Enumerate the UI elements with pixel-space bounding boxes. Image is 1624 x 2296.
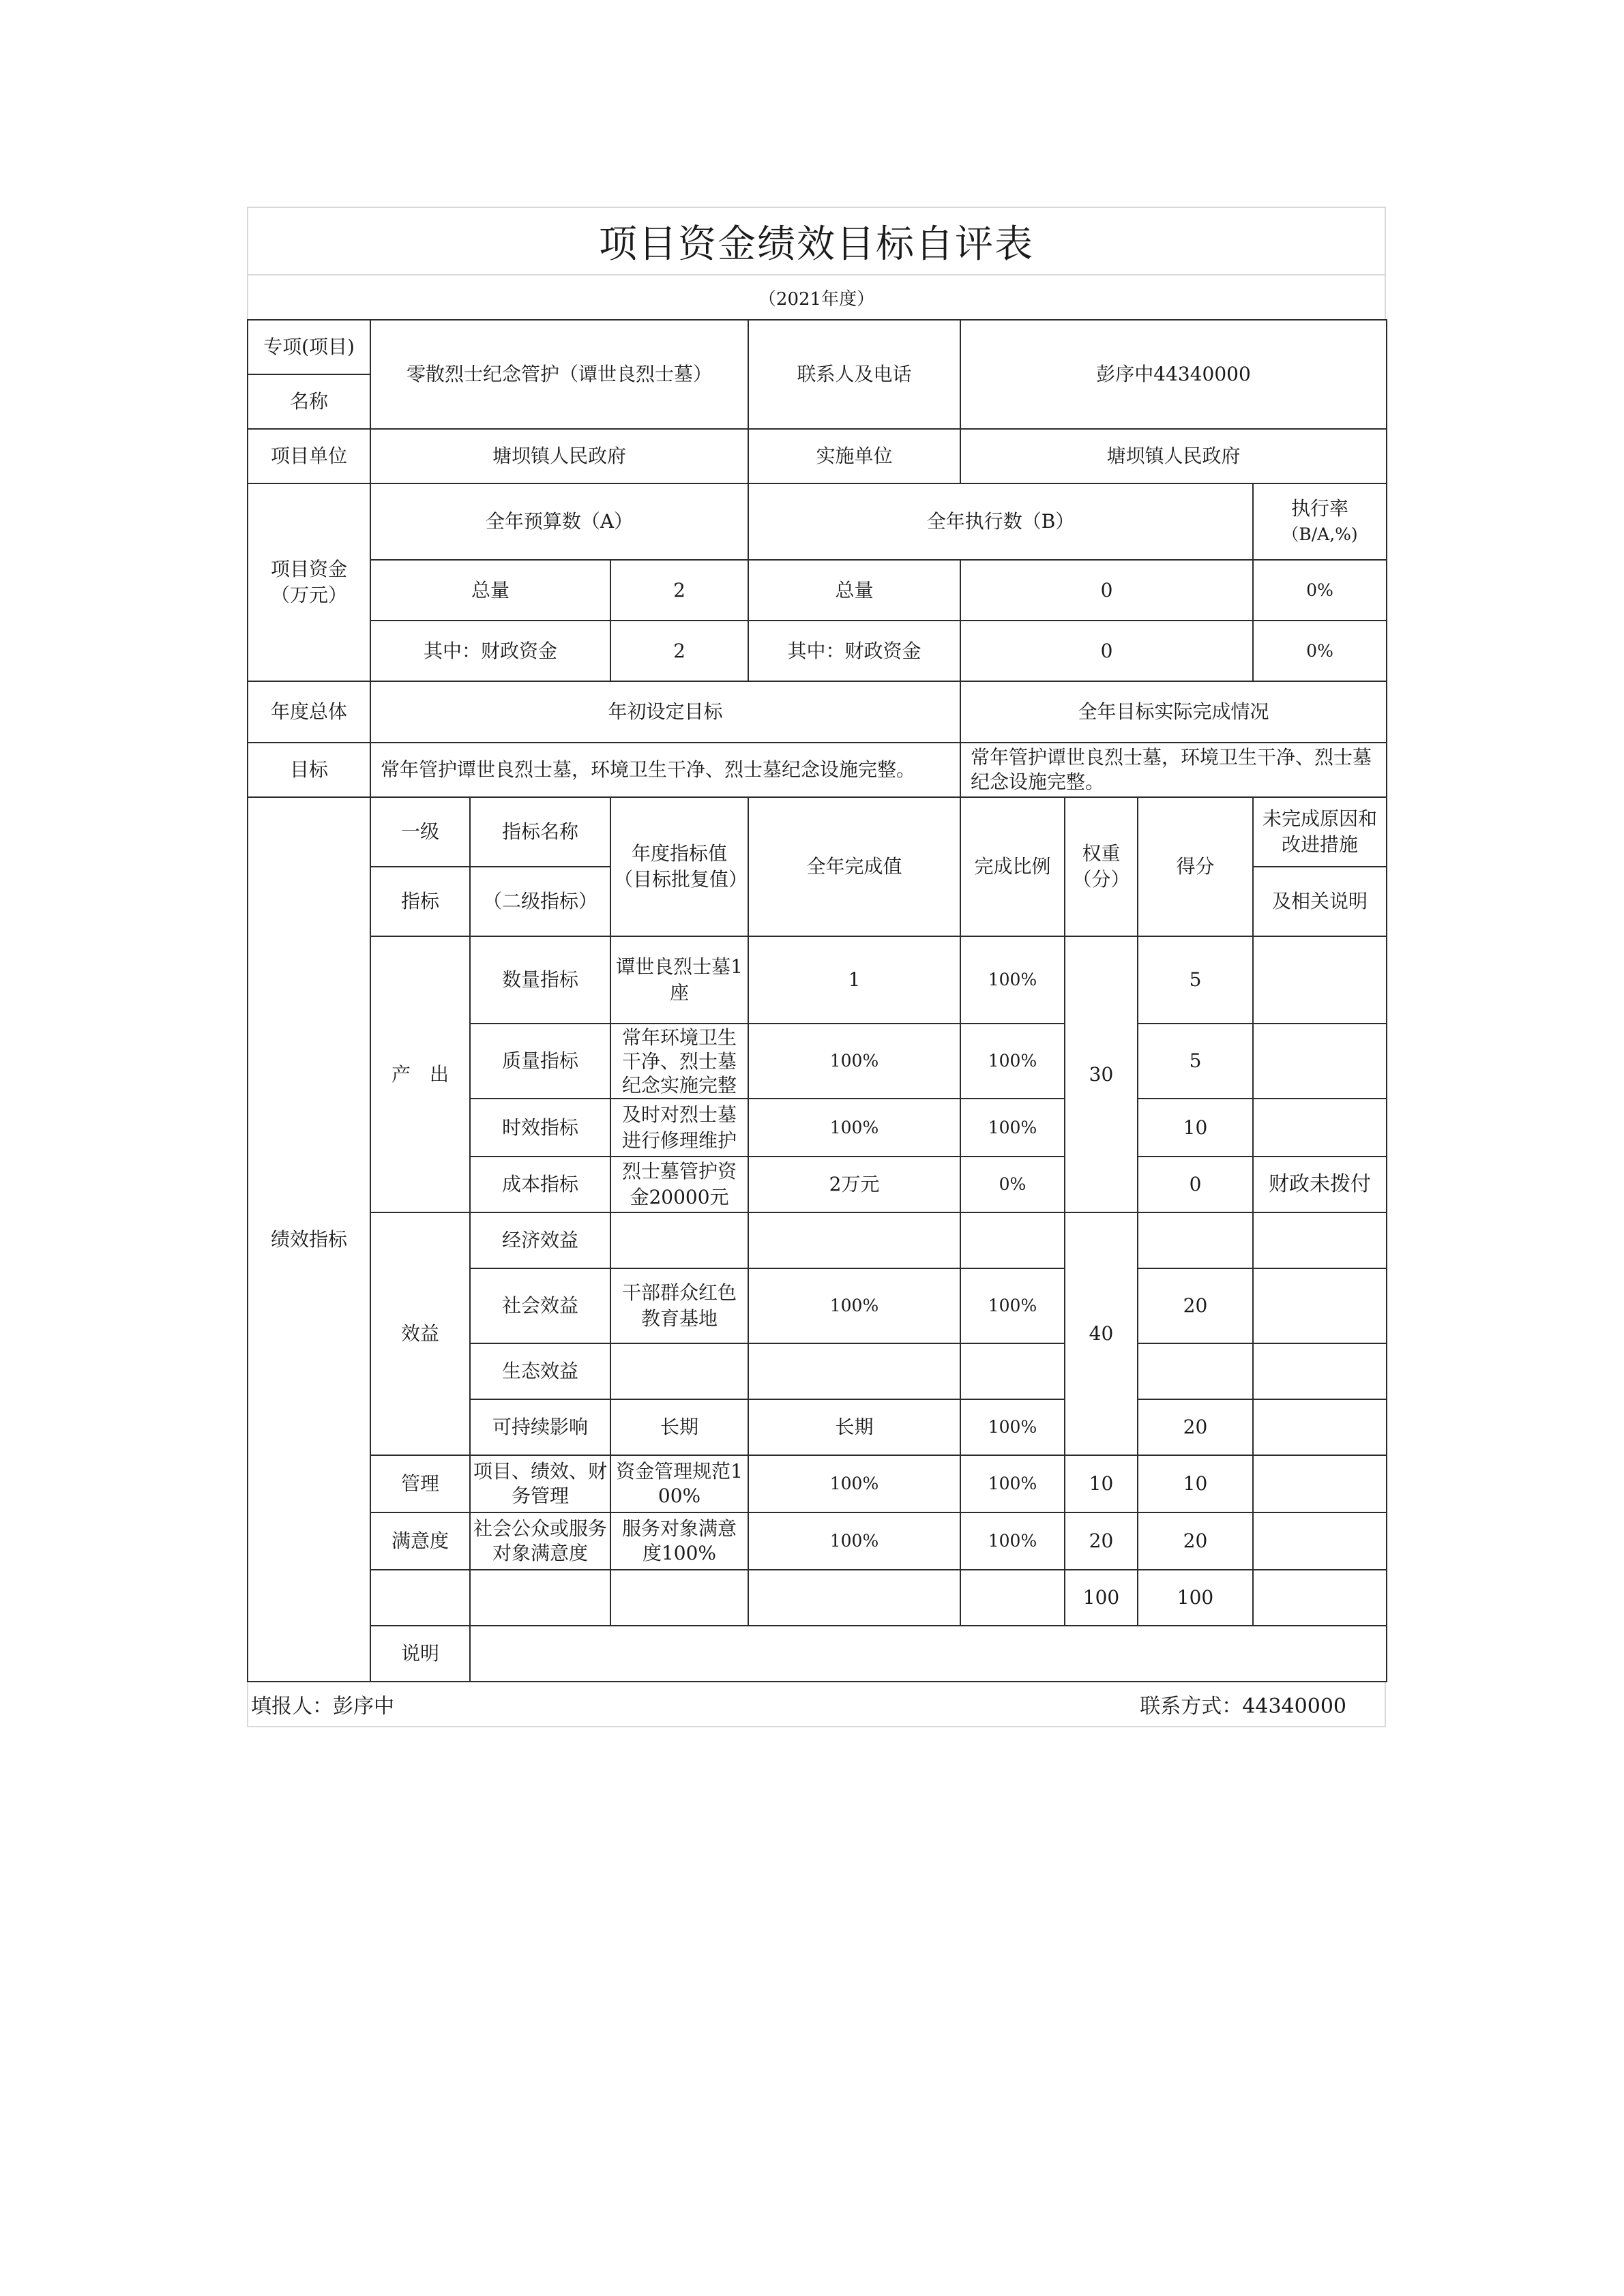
unit-value: 塘坝镇人民政府 bbox=[370, 429, 748, 483]
total-weight: 100 bbox=[1065, 1570, 1138, 1626]
indicator-actual: 1 bbox=[748, 936, 960, 1024]
indicator-name: 社会效益 bbox=[470, 1268, 610, 1343]
goal-set-text: 常年管护谭世良烈士墓，环境卫生干净、烈士墓纪念设施完整。 bbox=[370, 743, 960, 797]
unit-label: 项目单位 bbox=[248, 429, 370, 483]
indicator-target bbox=[610, 1212, 748, 1268]
group-satisfy: 满意度 bbox=[370, 1512, 470, 1570]
indicator-note: 财政未拨付 bbox=[1253, 1157, 1387, 1212]
header-name-b: （二级指标） bbox=[470, 867, 610, 936]
indicator-ratio: 0% bbox=[960, 1157, 1065, 1212]
indicator-target: 常年环境卫生干净、烈士墓纪念实施完整 bbox=[610, 1024, 748, 1099]
indicator-actual: 100% bbox=[748, 1024, 960, 1099]
evaluation-form bbox=[247, 207, 1386, 1727]
indicator-name: 数量指标 bbox=[470, 936, 610, 1024]
indicator-name: 生态效益 bbox=[470, 1343, 610, 1399]
project-name-label-1: 专项(项目) bbox=[248, 320, 370, 374]
indicator-score bbox=[1138, 1343, 1253, 1399]
indicator-score: 5 bbox=[1138, 1024, 1253, 1099]
indicator-weight: 20 bbox=[1065, 1512, 1138, 1570]
budget-header: 全年预算数（A） bbox=[370, 483, 748, 560]
total-empty bbox=[610, 1570, 748, 1626]
header-reason-b: 及相关说明 bbox=[1253, 867, 1387, 936]
funds-label-line-2: （万元） bbox=[270, 584, 347, 606]
indicator-ratio bbox=[960, 1343, 1065, 1399]
evaluation-table bbox=[247, 319, 1387, 1682]
indicator-score: 5 bbox=[1138, 936, 1253, 1024]
indicator-ratio: 100% bbox=[960, 1512, 1065, 1570]
remark-value bbox=[470, 1626, 1387, 1682]
header-level1-b: 指标 bbox=[370, 867, 470, 936]
indicator-ratio: 100% bbox=[960, 1455, 1065, 1512]
header-target: 年度指标值（目标批复值） bbox=[610, 797, 748, 936]
goal-label-1: 年度总体 bbox=[248, 681, 370, 743]
fiscal-label: 其中：财政资金 bbox=[370, 621, 610, 681]
indicator-ratio: 100% bbox=[960, 936, 1065, 1024]
header-actual: 全年完成值 bbox=[748, 797, 960, 936]
fiscal-exec: 0 bbox=[960, 621, 1253, 681]
funds-label bbox=[248, 483, 370, 681]
header-name-a: 指标名称 bbox=[470, 797, 610, 867]
indicator-name: 可持续影响 bbox=[470, 1399, 610, 1455]
indicator-note bbox=[1253, 1399, 1387, 1455]
form-footer bbox=[247, 1682, 1386, 1727]
header-ratio: 完成比例 bbox=[960, 797, 1065, 936]
indicator-score: 10 bbox=[1138, 1455, 1253, 1512]
indicator-ratio bbox=[960, 1212, 1065, 1268]
contact-info: 联系方式：44340000 bbox=[1140, 1695, 1346, 1718]
indicator-note bbox=[1253, 1024, 1387, 1099]
header-reason-a: 未完成原因和改进措施 bbox=[1253, 797, 1387, 867]
indicator-actual: 长期 bbox=[748, 1399, 960, 1455]
indicators-section-label: 绩效指标 bbox=[248, 797, 370, 1682]
indicator-score: 0 bbox=[1138, 1157, 1253, 1212]
indicator-score: 20 bbox=[1138, 1399, 1253, 1455]
total-empty bbox=[470, 1570, 610, 1626]
project-name-label-2: 名称 bbox=[248, 374, 370, 429]
indicator-ratio: 100% bbox=[960, 1399, 1065, 1455]
exec-header: 全年执行数（B） bbox=[748, 483, 1253, 560]
indicator-target: 谭世良烈士墓1座 bbox=[610, 936, 748, 1024]
indicator-score: 10 bbox=[1138, 1099, 1253, 1157]
indicator-ratio: 100% bbox=[960, 1024, 1065, 1099]
rate-header-line-2: （B/A,%) bbox=[1282, 524, 1358, 544]
fiscal-budget: 2 bbox=[610, 621, 748, 681]
group-benefit: 效益 bbox=[370, 1212, 470, 1455]
project-name-value: 零散烈士纪念管护（谭世良烈士墓） bbox=[370, 320, 748, 429]
indicator-actual: 100% bbox=[748, 1455, 960, 1512]
filler-info: 填报人：彭序中 bbox=[251, 1695, 394, 1718]
total-label: 总量 bbox=[370, 560, 610, 621]
form-title: 项目资金绩效目标自评表 bbox=[247, 207, 1386, 274]
weight-output: 30 bbox=[1065, 936, 1138, 1212]
indicator-ratio: 100% bbox=[960, 1099, 1065, 1157]
total-empty bbox=[1253, 1570, 1387, 1626]
indicator-name: 成本指标 bbox=[470, 1157, 610, 1212]
total-budget: 2 bbox=[610, 560, 748, 621]
indicator-name: 项目、绩效、财务管理 bbox=[470, 1455, 610, 1512]
indicator-name: 质量指标 bbox=[470, 1024, 610, 1099]
contact-value: 彭序中44340000 bbox=[960, 320, 1387, 429]
indicator-target: 长期 bbox=[610, 1399, 748, 1455]
indicator-actual: 2万元 bbox=[748, 1157, 960, 1212]
indicator-target: 烈士墓管护资金20000元 bbox=[610, 1157, 748, 1212]
indicator-note bbox=[1253, 936, 1387, 1024]
funds-label-line-1: 项目资金 bbox=[270, 558, 347, 580]
rate-header-line-1: 执行率 bbox=[1291, 497, 1349, 520]
total-score: 100 bbox=[1138, 1570, 1253, 1626]
header-score: 得分 bbox=[1138, 797, 1253, 936]
goal-label-2: 目标 bbox=[248, 743, 370, 797]
indicator-name: 社会公众或服务对象满意度 bbox=[470, 1512, 610, 1570]
goal-set-header: 年初设定目标 bbox=[370, 681, 960, 743]
indicator-actual: 100% bbox=[748, 1099, 960, 1157]
fiscal-rate: 0% bbox=[1253, 621, 1387, 681]
indicator-actual: 100% bbox=[748, 1512, 960, 1570]
goal-actual-header: 全年目标实际完成情况 bbox=[960, 681, 1387, 743]
total-empty bbox=[748, 1570, 960, 1626]
indicator-target bbox=[610, 1343, 748, 1399]
goal-actual-text: 常年管护谭世良烈士墓，环境卫生干净、烈士墓纪念设施完整。 bbox=[960, 743, 1387, 797]
indicator-name: 经济效益 bbox=[470, 1212, 610, 1268]
total-rate: 0% bbox=[1253, 560, 1387, 621]
weight-benefit: 40 bbox=[1065, 1212, 1138, 1455]
indicator-note bbox=[1253, 1268, 1387, 1343]
indicator-note bbox=[1253, 1512, 1387, 1570]
total-empty bbox=[960, 1570, 1065, 1626]
indicator-target: 服务对象满意度100% bbox=[610, 1512, 748, 1570]
indicator-score bbox=[1138, 1212, 1253, 1268]
indicator-note bbox=[1253, 1212, 1387, 1268]
group-output: 产 出 bbox=[370, 936, 470, 1212]
contact-label: 联系人及电话 bbox=[748, 320, 960, 429]
indicator-note bbox=[1253, 1455, 1387, 1512]
indicator-note bbox=[1253, 1099, 1387, 1157]
total-empty bbox=[370, 1570, 470, 1626]
indicator-actual: 100% bbox=[748, 1268, 960, 1343]
total-exec-label: 总量 bbox=[748, 560, 960, 621]
indicator-score: 20 bbox=[1138, 1512, 1253, 1570]
indicator-target: 及时对烈士墓进行修理维护 bbox=[610, 1099, 748, 1157]
remark-label: 说明 bbox=[370, 1626, 470, 1682]
indicator-actual bbox=[748, 1343, 960, 1399]
indicator-note bbox=[1253, 1343, 1387, 1399]
indicator-target: 干部群众红色教育基地 bbox=[610, 1268, 748, 1343]
group-manage: 管理 bbox=[370, 1455, 470, 1512]
rate-header bbox=[1253, 483, 1387, 560]
indicator-actual bbox=[748, 1212, 960, 1268]
fiscal-exec-label: 其中：财政资金 bbox=[748, 621, 960, 681]
indicator-weight: 10 bbox=[1065, 1455, 1138, 1512]
form-year: （2021年度） bbox=[247, 274, 1386, 319]
header-level1-a: 一级 bbox=[370, 797, 470, 867]
indicator-score: 20 bbox=[1138, 1268, 1253, 1343]
impl-value: 塘坝镇人民政府 bbox=[960, 429, 1387, 483]
indicator-name: 时效指标 bbox=[470, 1099, 610, 1157]
impl-label: 实施单位 bbox=[748, 429, 960, 483]
header-weight: 权重（分） bbox=[1065, 797, 1138, 936]
indicator-ratio: 100% bbox=[960, 1268, 1065, 1343]
indicator-target: 资金管理规范100% bbox=[610, 1455, 748, 1512]
total-exec: 0 bbox=[960, 560, 1253, 621]
